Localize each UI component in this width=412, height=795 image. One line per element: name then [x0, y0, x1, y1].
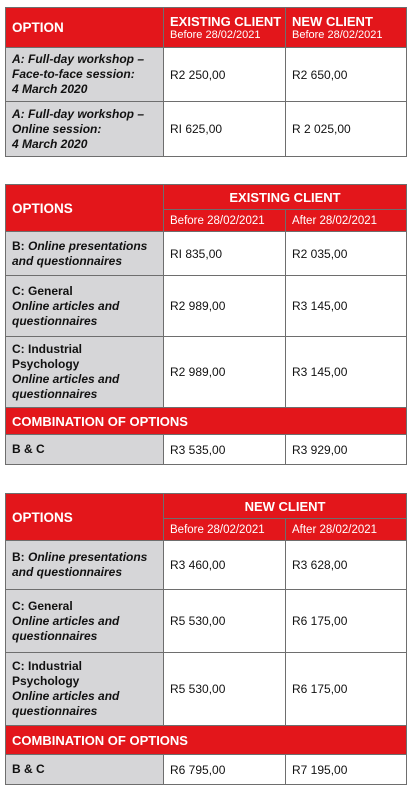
option-label	[6, 337, 164, 408]
table-row	[6, 755, 407, 785]
option-line: questionnaires	[12, 628, 98, 643]
option-label	[6, 276, 164, 337]
existing-price: R2 250,00	[164, 48, 286, 102]
after-price: R6 175,00	[286, 590, 407, 653]
option-label	[6, 653, 164, 726]
option-line: Online presentations	[28, 550, 148, 564]
after-price: R2 035,00	[286, 232, 407, 276]
pricing-table-workshop	[5, 7, 407, 157]
option-line: 4 March 2020	[12, 136, 88, 151]
existing-client-group-header: EXISTING CLIENT	[164, 185, 407, 210]
new-price: R2 650,00	[286, 48, 407, 102]
combination-header: COMBINATION OF OPTIONS	[6, 726, 407, 755]
table-header-row	[6, 185, 407, 210]
before-price: R3 535,00	[164, 435, 286, 465]
option-prefix: C: Industrial	[12, 659, 83, 673]
option-line: Online articles and	[12, 613, 120, 628]
option-line: Online session:	[12, 121, 102, 136]
option-line: A: Full-day workshop –	[12, 106, 145, 121]
after-price: R7 195,00	[286, 755, 407, 785]
pricing-table-new-client	[5, 493, 407, 785]
options-header: OPTIONS	[6, 494, 164, 541]
option-line: and questionnaires	[12, 253, 123, 268]
after-price: R3 929,00	[286, 435, 407, 465]
table-row	[6, 276, 407, 337]
before-price: R2 989,00	[164, 276, 286, 337]
option-line: Online articles and	[12, 372, 120, 386]
option-line: and questionnaires	[12, 565, 123, 579]
table-row	[6, 435, 407, 465]
option-prefix: B:	[12, 550, 28, 564]
new-client-header	[286, 8, 407, 48]
before-price: R3 460,00	[164, 541, 286, 590]
existing-client-label: EXISTING CLIENT	[170, 13, 282, 29]
combo-label: B & C	[6, 435, 164, 465]
option-label	[6, 48, 164, 102]
option-prefix: C: General	[12, 598, 73, 613]
option-line: questionnaires	[12, 313, 98, 328]
option-line: Online articles and	[12, 689, 120, 703]
combination-header: COMBINATION OF OPTIONS	[6, 408, 407, 435]
table-row	[6, 337, 407, 408]
pricing-table-existing-client	[5, 184, 407, 465]
option-prefix: C: General	[12, 283, 73, 298]
option-line: Online presentations	[28, 238, 148, 253]
table-row	[6, 653, 407, 726]
table-row	[6, 590, 407, 653]
combination-row	[6, 726, 407, 755]
option-label	[6, 232, 164, 276]
new-client-date: Before 28/02/2021	[292, 28, 383, 41]
option-header	[6, 8, 164, 48]
option-line: questionnaires	[12, 387, 98, 401]
combination-row	[6, 408, 407, 435]
option-prefix: C: Industrial	[12, 342, 83, 356]
after-date-header: After 28/02/2021	[286, 210, 407, 232]
existing-client-date: Before 28/02/2021	[170, 28, 261, 41]
after-price: R3 145,00	[286, 337, 407, 408]
table-row	[6, 541, 407, 590]
after-price: R3 628,00	[286, 541, 407, 590]
option-label	[6, 590, 164, 653]
option-line: questionnaires	[12, 704, 98, 718]
table-row	[6, 102, 407, 157]
option-line: A: Full-day workshop –	[12, 52, 145, 66]
table-header-row	[6, 8, 407, 48]
option-prefix-line: Psychology	[12, 674, 80, 688]
table-header-row	[6, 494, 407, 519]
option-line: Online articles and	[12, 298, 120, 313]
option-line: 4 March 2020	[12, 82, 88, 96]
option-prefix: B:	[12, 238, 28, 253]
new-client-label: NEW CLIENT	[292, 13, 373, 29]
table-row	[6, 48, 407, 102]
before-price: R2 989,00	[164, 337, 286, 408]
option-label	[6, 102, 164, 157]
after-price: R3 145,00	[286, 276, 407, 337]
before-price: RI 835,00	[164, 232, 286, 276]
before-price: R5 530,00	[164, 653, 286, 726]
table-row	[6, 232, 407, 276]
before-date-header: Before 28/02/2021	[164, 519, 286, 541]
existing-price: RI 625,00	[164, 102, 286, 157]
before-date-header: Before 28/02/2021	[164, 210, 286, 232]
option-header-label: OPTION	[12, 20, 64, 35]
options-header: OPTIONS	[6, 185, 164, 232]
before-price: R6 795,00	[164, 755, 286, 785]
existing-client-header	[164, 8, 286, 48]
before-price: R5 530,00	[164, 590, 286, 653]
option-prefix-line: Psychology	[12, 357, 80, 371]
after-price: R6 175,00	[286, 653, 407, 726]
combo-label: B & C	[6, 755, 164, 785]
after-date-header: After 28/02/2021	[286, 519, 407, 541]
new-price: R 2 025,00	[286, 102, 407, 157]
new-client-group-header: NEW CLIENT	[164, 494, 407, 519]
option-line: Face-to-face session:	[12, 67, 135, 81]
option-label	[6, 541, 164, 590]
